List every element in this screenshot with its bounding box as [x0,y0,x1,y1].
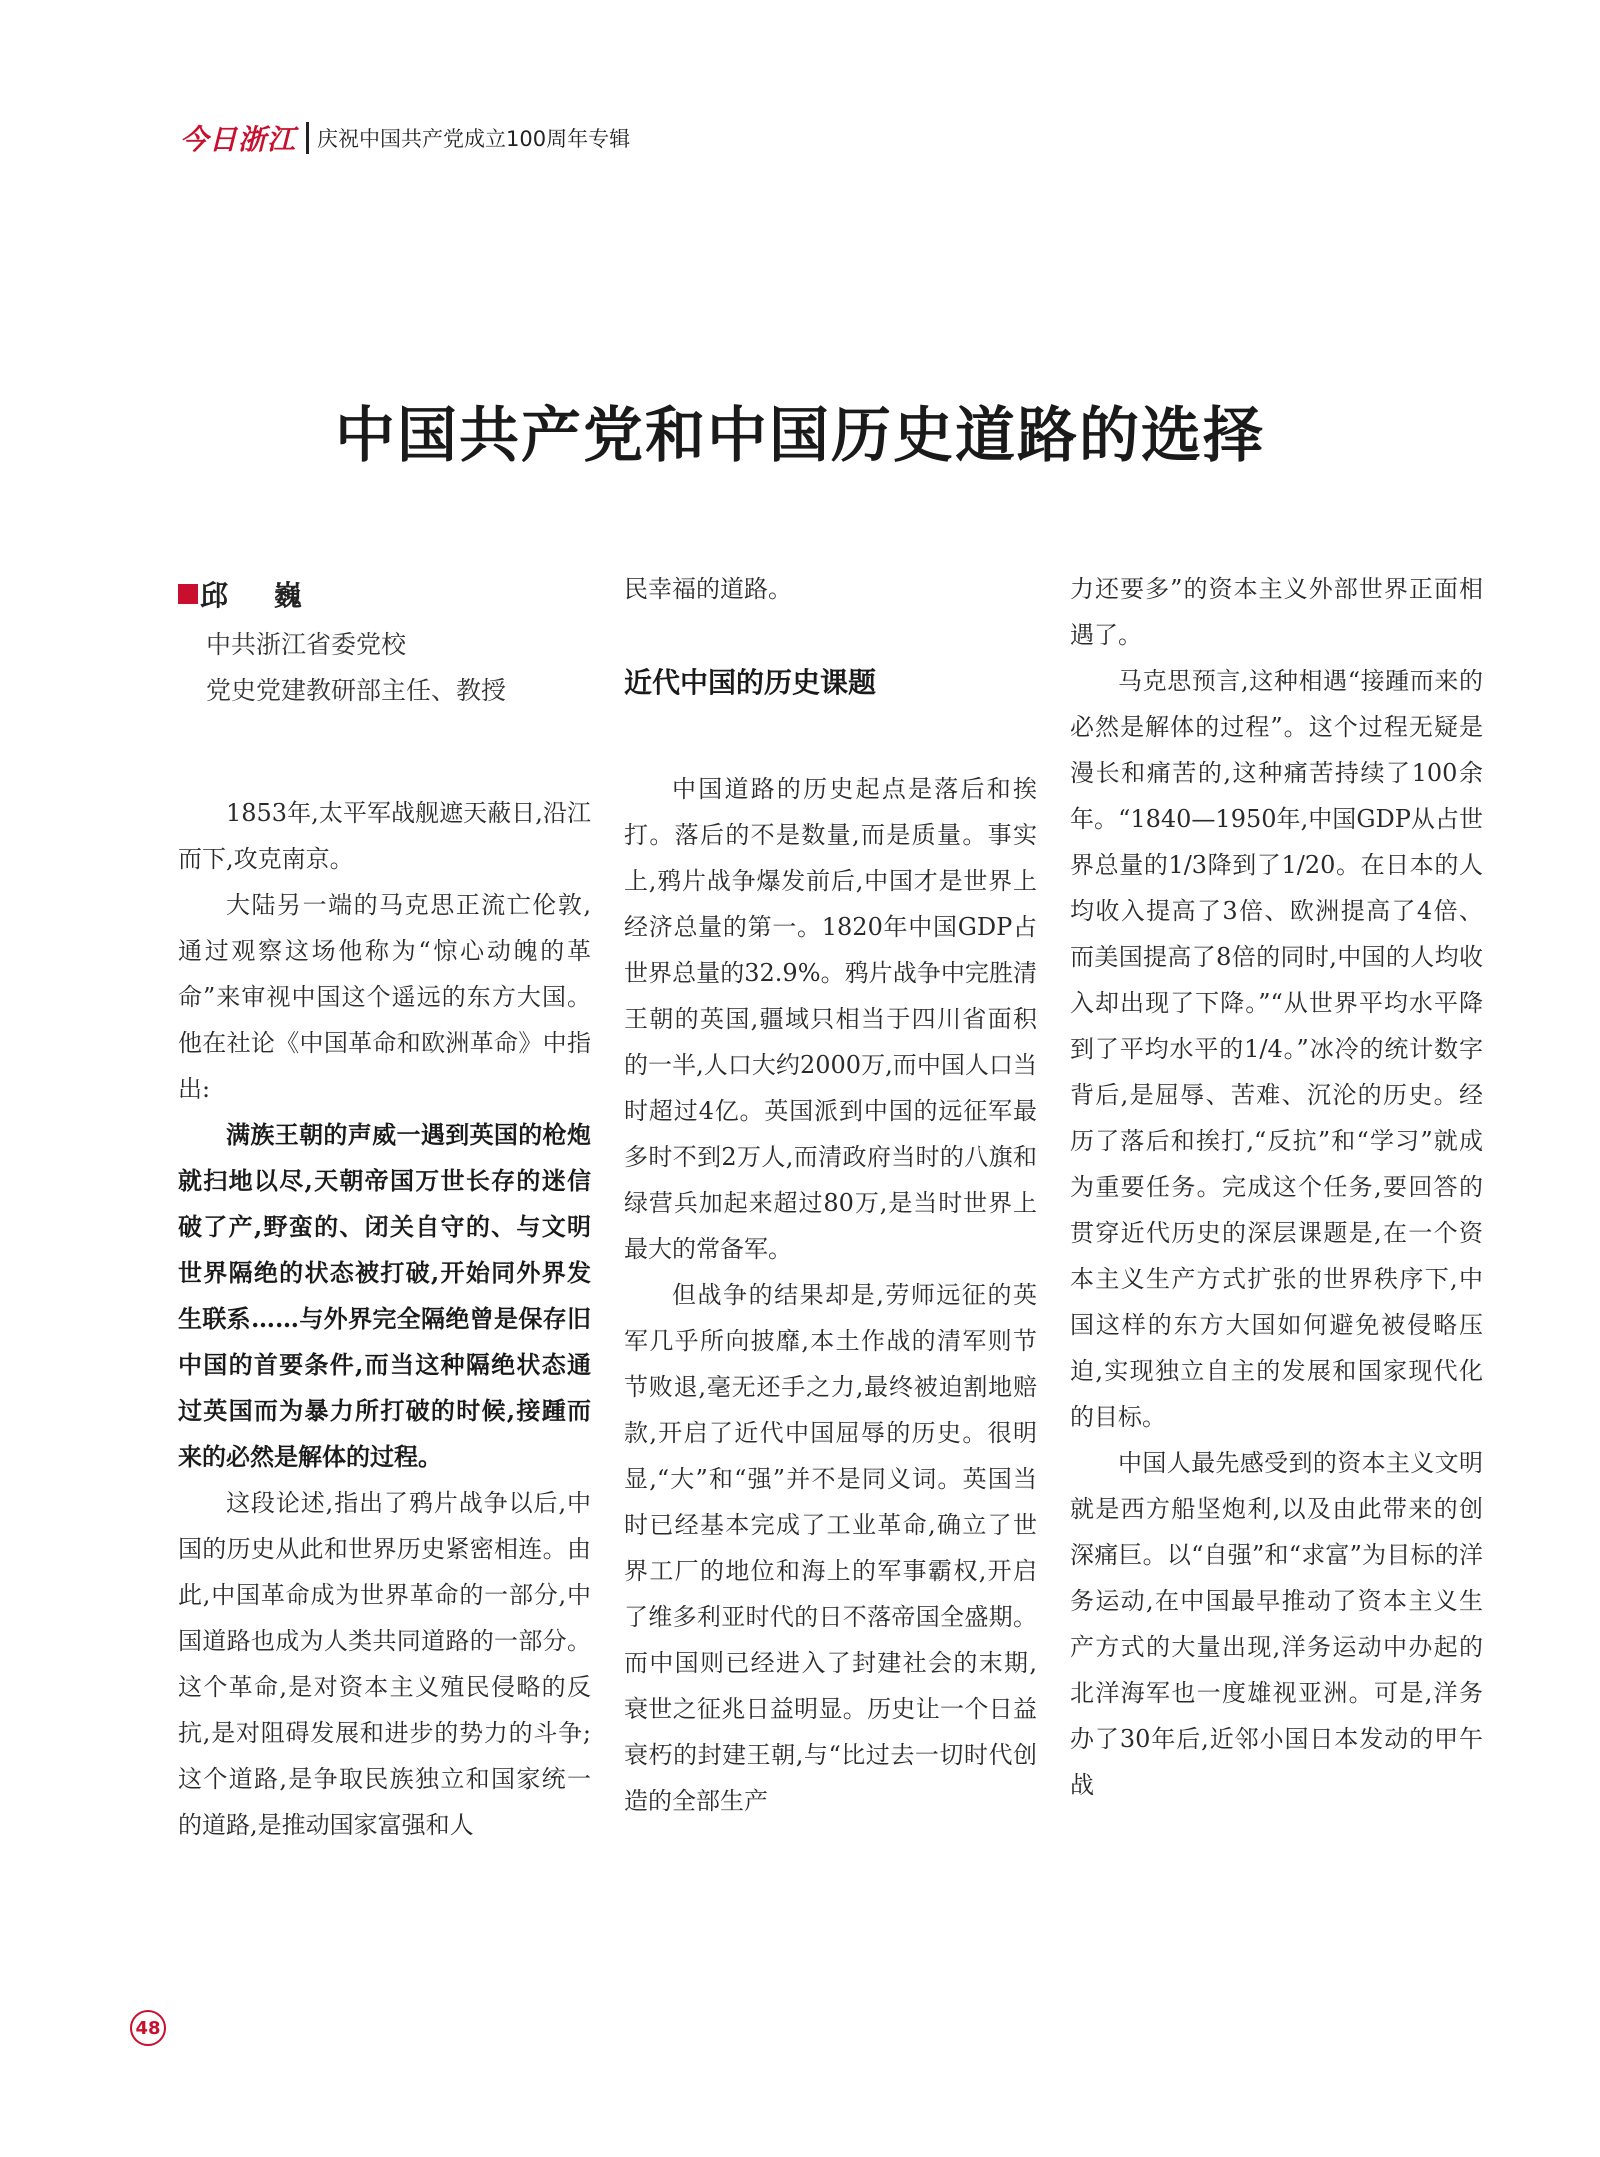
text-column-3 [1070,566,1483,1808]
magazine-logo: 今日浙江 [180,123,297,156]
paragraph: 1853年,太平军战舰遮天蔽日,沿江而下,攻克南京。 [178,799,591,873]
header-divider [306,122,309,154]
paragraph-continued: 力还要多”的资本主义外部世界正面相遇了。 [1070,575,1483,649]
paragraph: 中国人最先感受到的资本主义文明就是西方船坚炮利,以及由此带来的创深痛巨。以“自强”和“求富”为目标的洋务运动,在中国最早推动了资本主义生产方式的大量出现,洋务运动中办起的北洋海军也一度雄视亚洲。可是,洋务办了30年后,近邻小国日本发动的甲午战 [1070,1449,1483,1799]
author-affiliation-1: 中共浙江省委党校 [206,630,407,659]
author-affiliation-2: 党史党建教研部主任、教授 [206,676,507,705]
paragraph: 马克思预言,这种相遇“接踵而来的必然是解体的过程”。这个过程无疑是漫长和痛苦的,这种痛苦持续了100余年。“1840—1950年,中国GDP从占世界总量的1/3降到了1/20。在日本的人均收入提高了3倍、欧洲提高了4倍、而美国提高了8倍的同时,中国的人均收入却出现了下降。”“从世界平均水平降到了平均水平的1/4。”冰冷的统计数字背后,是屈辱、苦难、沉沦的历史。经历了落后和挨打,“反抗”和“学习”就成为重要任务。完成这个任务,要回答的贯穿近代历史的深层课题是,在一个资本主义生产方式扩张的世界秩序下,中国这样的东方大国如何避免被侵略压迫,实现独立自主的发展和国家现代化的目标。 [1070,667,1483,1431]
paragraph: 这段论述,指出了鸦片战争以后,中国的历史从此和世界历史紧密相连。由此,中国革命成为世界革命的一部分,中国道路也成为人类共同道路的一部分。这个革命,是对资本主义殖民侵略的反抗,是对阻碍发展和进步的势力的斗争;这个道路,是争取民族独立和国家统一的道路,是推动国家富强和人 [178,1489,591,1839]
page-number: 48 [130,2010,166,2046]
paragraph: 但战争的结果却是,劳师远征的英军几乎所向披靡,本土作战的清军则节节败退,毫无还手之力,最终被迫割地赔款,开启了近代中国屈辱的历史。很明显,“大”和“强”并不是同义词。英国当时已经基本完成了工业革命,确立了世界工厂的地位和海上的军事霸权,开启了维多利亚时代的日不落帝国全盛期。而中国则已经进入了封建社会的末期,衰世之征兆日益明显。历史让一个日益衰朽的封建王朝,与“比过去一切时代创造的全部生产 [624,1281,1037,1815]
section-heading: 近代中国的历史课题 [624,666,877,699]
paragraph-continued: 民幸福的道路。 [624,575,792,603]
page-header [180,120,630,156]
author-name: 邱 巍 [200,579,320,612]
paragraph: 中国道路的历史起点是落后和挨打。落后的不是数量,而是质量。事实上,鸦片战争爆发前后,中国才是世界上经济总量的第一。1820年中国GDP占世界总量的32.9%。鸦片战争中完胜清王朝的英国,疆域只相当于四川省面积的一半,人口大约2000万,而中国人口当时超过4亿。英国派到中国的远征军最多时不到2万人,而清政府当时的八旗和绿营兵加起来超过80万,是当时世界上最大的常备军。 [624,775,1037,1263]
text-column-1 [178,566,591,1848]
block-quote: 满族王朝的声威一遇到英国的枪炮就扫地以尽,天朝帝国万世长存的迷信破了产,野蛮的、闭关自守的、与文明世界隔绝的状态被打破,开始同外界发生联系……与外界完全隔绝曾是保存旧中国的首要条件,而当这种隔绝状态通过英国而为暴力所打破的时候,接踵而来的必然是解体的过程。 [178,1120,591,1471]
paragraph: 大陆另一端的马克思正流亡伦敦,通过观察这场他称为“惊心动魄的革命”来审视中国这个遥远的东方大国。他在社论《中国革命和欧洲革命》中指出: [178,891,591,1103]
byline [178,566,591,622]
red-square-icon [178,584,198,604]
column-title: 庆祝中国共产党成立100周年专辑 [317,127,631,151]
article-title: 中国共产党和中国历史道路的选择 [335,401,1265,471]
text-column-2 [624,566,1037,1824]
spacer [178,714,591,790]
